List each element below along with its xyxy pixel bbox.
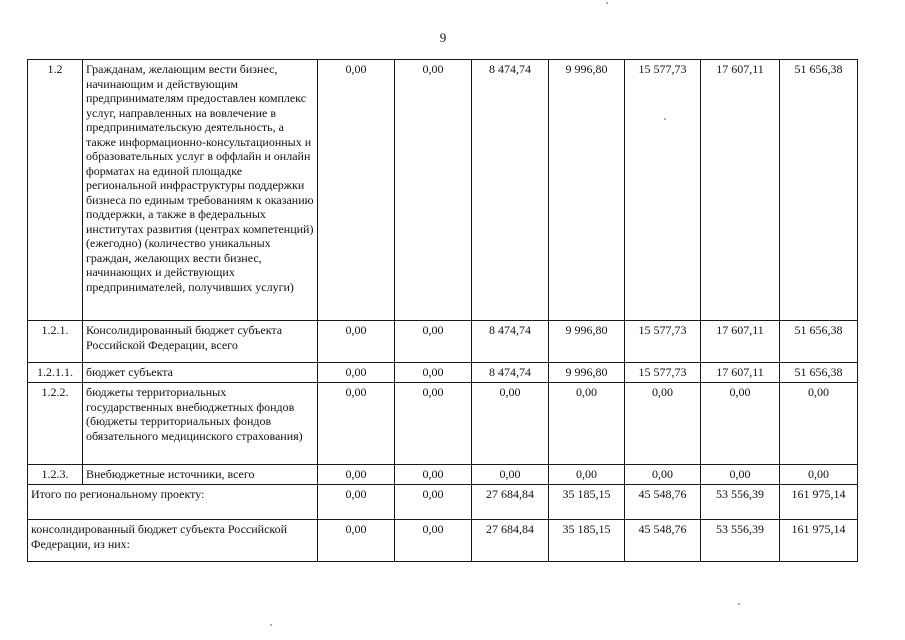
- value-cell: 0,00: [318, 383, 395, 465]
- value-cell: 8 474,74: [472, 321, 549, 363]
- value-cell: 8 474,74: [472, 363, 549, 383]
- value-cell: 0,00: [395, 485, 472, 520]
- value-cell: 27 684,84: [472, 520, 549, 562]
- scan-speck: [270, 624, 272, 626]
- value-cell: 9 996,80: [549, 60, 625, 321]
- total-label: Итого по региональному проекту:: [28, 485, 318, 520]
- value-cell: 45 548,76: [625, 485, 701, 520]
- table-row: [28, 465, 858, 485]
- value-cell: 161 975,14: [780, 485, 858, 520]
- value-cell: 0,00: [701, 383, 780, 465]
- value-cell: 0,00: [701, 465, 780, 485]
- table-row: [28, 383, 858, 465]
- value-cell: 53 556,39: [701, 485, 780, 520]
- value-cell: 8 474,74: [472, 60, 549, 321]
- row-number: 1.2.2.: [28, 383, 83, 465]
- value-cell: 0,00: [318, 465, 395, 485]
- value-cell: 15 577,73: [625, 60, 701, 321]
- value-cell: 51 656,38: [780, 363, 858, 383]
- row-number: 1.2.1.1.: [28, 363, 83, 383]
- value-cell: 0,00: [395, 321, 472, 363]
- value-cell: 0,00: [472, 383, 549, 465]
- value-cell: 0,00: [549, 465, 625, 485]
- row-description: Консолидированный бюджет субъекта Российской Федерации, всего: [83, 321, 318, 363]
- row-description: Гражданам, желающим вести бизнес, начинающим и действующим предпринимателям предоставлен комплекс услуг, направленных на вовлечение в предпринимательскую деятельность, а также информационно-консультационных и образовательных услуг в оффлайн и онлайн форматах на единой площадке региональной инфраструктуры поддержки бизнеса по единым требованиям к оказанию поддержки, а также в федеральных институтах развития (центрах компетенций) (ежегодно) (количество уникальных граждан, желающих вести бизнес, начинающих и действующих предпринимателей, получивших услуги): [83, 60, 318, 321]
- budget-table: [27, 59, 858, 562]
- value-cell: 0,00: [395, 465, 472, 485]
- row-description: бюджеты территориальных государственных внебюджетных фондов (бюджеты территориальных фондов обязательного медицинского страхования): [83, 383, 318, 465]
- value-cell: 17 607,11: [701, 363, 780, 383]
- value-cell: 17 607,11: [701, 321, 780, 363]
- value-cell: 17 607,11: [701, 60, 780, 321]
- value-cell: 9 996,80: [549, 321, 625, 363]
- row-description: Внебюджетные источники, всего: [83, 465, 318, 485]
- row-number: 1.2.3.: [28, 465, 83, 485]
- value-cell: 35 185,15: [549, 485, 625, 520]
- value-cell: 15 577,73: [625, 321, 701, 363]
- scan-speck: [664, 118, 666, 120]
- value-cell: 0,00: [625, 383, 701, 465]
- value-cell: 0,00: [395, 363, 472, 383]
- value-cell: 51 656,38: [780, 321, 858, 363]
- table-row: [28, 60, 858, 321]
- table-row: [28, 363, 858, 383]
- value-cell: 0,00: [780, 465, 858, 485]
- value-cell: 53 556,39: [701, 520, 780, 562]
- value-cell: 0,00: [395, 383, 472, 465]
- value-cell: 0,00: [318, 520, 395, 562]
- value-cell: 0,00: [318, 60, 395, 321]
- total-row: [28, 485, 858, 520]
- value-cell: 0,00: [780, 383, 858, 465]
- value-cell: 0,00: [318, 363, 395, 383]
- value-cell: 0,00: [318, 485, 395, 520]
- row-number: 1.2: [28, 60, 83, 321]
- value-cell: 0,00: [318, 321, 395, 363]
- row-description: бюджет субъекта: [83, 363, 318, 383]
- value-cell: 0,00: [625, 465, 701, 485]
- value-cell: 9 996,80: [549, 363, 625, 383]
- value-cell: 161 975,14: [780, 520, 858, 562]
- total-label: консолидированный бюджет субъекта Российской Федерации, из них:: [28, 520, 318, 562]
- scan-speck: [738, 603, 740, 605]
- value-cell: 27 684,84: [472, 485, 549, 520]
- value-cell: 0,00: [472, 465, 549, 485]
- value-cell: 0,00: [395, 520, 472, 562]
- value-cell: 35 185,15: [549, 520, 625, 562]
- value-cell: 45 548,76: [625, 520, 701, 562]
- scan-speck: [606, 2, 608, 4]
- value-cell: 0,00: [549, 383, 625, 465]
- table-row: [28, 321, 858, 363]
- page-number: 9: [439, 30, 447, 45]
- value-cell: 15 577,73: [625, 363, 701, 383]
- row-number: 1.2.1.: [28, 321, 83, 363]
- value-cell: 51 656,38: [780, 60, 858, 321]
- value-cell: 0,00: [395, 60, 472, 321]
- total-row: [28, 520, 858, 562]
